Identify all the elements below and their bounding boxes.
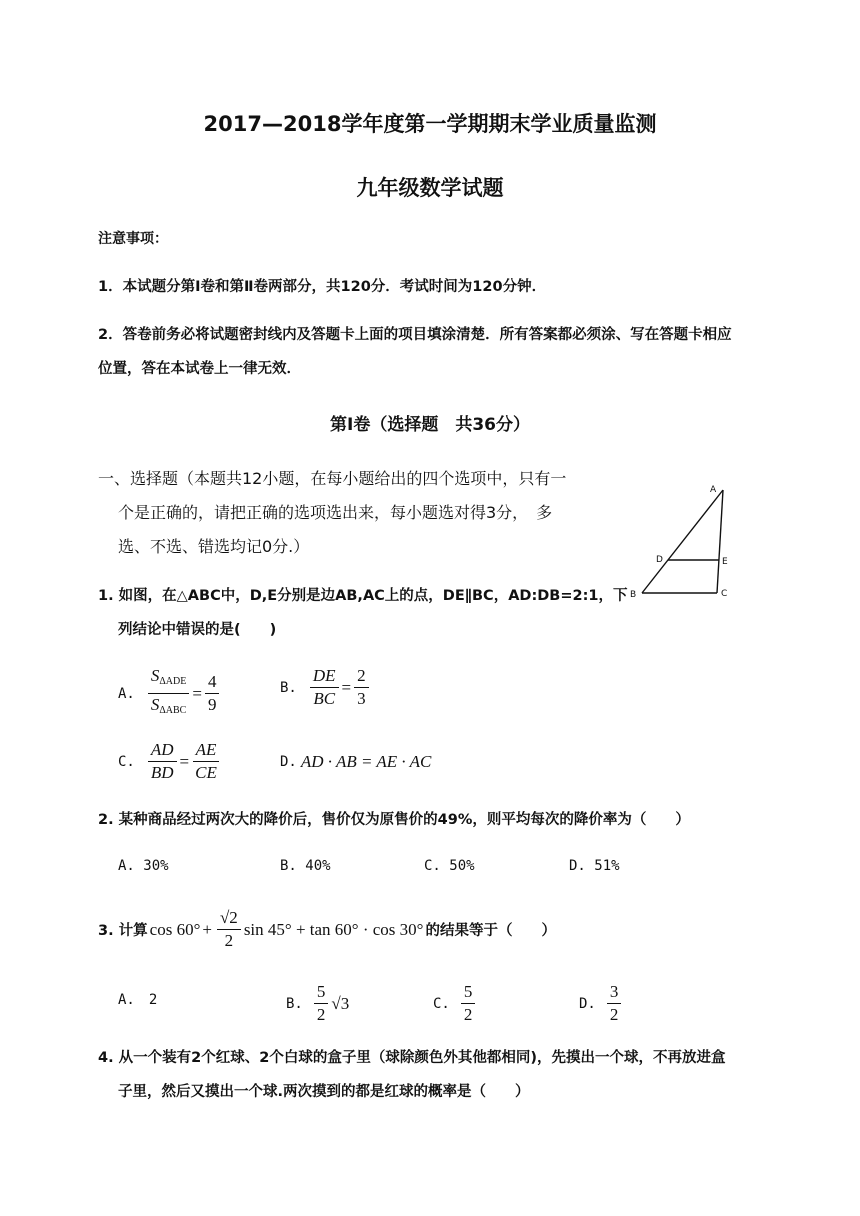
label-d: D [656, 555, 663, 565]
part1-title: 第Ⅰ卷（选择题 共36分） [330, 415, 530, 435]
exam-title: 2017—2018学年度第一学期期末学业质量监测 [203, 112, 657, 136]
q1-option-c [118, 740, 223, 783]
q1-option-c-label: C. [118, 753, 135, 770]
q1-option-d-label: D. [280, 754, 297, 770]
q1-c-den: BD [150, 763, 174, 782]
q1-stem-line-1: 1. 如图，在△ABC中，D,E分别是边AB,AC上的点，DE∥BC，AD:DB=2:1，下 [98, 588, 628, 604]
q3-option-c-label: C. [433, 995, 450, 1012]
label-e: E [722, 557, 728, 567]
q1-a-den-sub: ΔABC [159, 705, 187, 716]
q2-option-a: A. 30% [118, 858, 169, 874]
q1-a-right-fraction [205, 672, 220, 715]
q1-a-equals: = [192, 683, 202, 703]
notice-item-1: 1．本试题分第Ⅰ卷和第Ⅱ卷两部分，共120分．考试时间为120分钟． [98, 279, 547, 295]
label-c: C [721, 589, 728, 599]
q3-c-fraction [461, 982, 476, 1025]
q1-option-a-label: A. [118, 685, 135, 702]
q4-line-1: 4. 从一个装有2个红球、2个白球的盒子里（球除颜色外其他都相同)，先摸出一个球，不再放进盒 [98, 1050, 726, 1066]
q3-option-a-value: 2 [148, 992, 158, 1008]
q1-a-right-den: 9 [207, 695, 217, 714]
q3-d-num: 3 [607, 982, 622, 1004]
q1-a-den: S [150, 695, 160, 714]
q3-option-d-label: D. [579, 995, 596, 1012]
q3-option-b [286, 982, 349, 1025]
section1-line-3: 选、不选、错选均记0分.） [118, 537, 310, 556]
q1-stem-line-2: 列结论中错误的是( ) [118, 622, 277, 638]
triangle-figure [622, 478, 742, 604]
q3-option-c [433, 982, 478, 1025]
q2-option-d: D. 51% [569, 858, 620, 874]
side-ac [717, 490, 723, 593]
label-a: A [710, 485, 717, 495]
q3-suffix: 的结果等于（ ） [425, 923, 556, 939]
q1-a-num-sub: ΔADE [159, 676, 187, 687]
q1-c-num: AD [148, 740, 177, 762]
q1-b-den: BC [313, 689, 336, 708]
q1-b-right-fraction [354, 666, 369, 709]
q3-b-fraction [314, 982, 329, 1025]
q1-option-b-label: B. [280, 679, 297, 696]
q3-b-den: 2 [316, 1005, 326, 1024]
q1-option-d [280, 752, 431, 772]
q1-c-left-fraction [148, 740, 177, 783]
q1-b-right-num: 2 [354, 666, 369, 688]
q3-cos60: cos 60° [149, 919, 201, 939]
q2-option-c: C. 50% [424, 858, 475, 874]
q1-c-right-num: AE [193, 740, 220, 762]
q3-sqrt2-over-2 [217, 908, 241, 951]
q3-trig-expression: sin 45° + tan 60° · cos 30° [243, 919, 424, 939]
q3-c-den: 2 [463, 1005, 473, 1024]
q1-option-a [118, 666, 222, 721]
section1-line-2: 个是正确的，请把正确的选项选出来，每小题选对得3分， 多 [118, 503, 553, 522]
q2-stem: 2. 某种商品经过两次大的降价后，售价仅为原售价的49%，则平均每次的降价率为（ ） [98, 812, 690, 828]
q3-stem [98, 908, 556, 951]
q3-frac-den: 2 [224, 931, 234, 950]
q3-d-den: 2 [609, 1005, 619, 1024]
q1-b-num: DE [310, 666, 339, 688]
q1-a-left-fraction [148, 666, 190, 721]
q1-b-right-den: 3 [357, 689, 366, 708]
q1-b-left-fraction [310, 666, 339, 709]
q1-c-right-fraction [192, 740, 220, 783]
q1-a-right-num: 4 [205, 672, 220, 694]
q3-plus: + [202, 919, 212, 939]
q4-line-2: 子里，然后又摸出一个球.两次摸到的都是红球的概率是（ ） [118, 1084, 530, 1100]
q3-d-fraction [607, 982, 622, 1025]
section1-line-1: 一、选择题（本题共12小题，在每小题给出的四个选项中，只有一 [98, 469, 567, 488]
side-ab [642, 490, 723, 593]
notice-item-2-line-1: 2．答卷前务必将试题密封线内及答题卡上面的项目填涂清楚．所有答案都必须涂、写在答题卡相应 [98, 327, 732, 343]
q3-prefix: 3. 计算 [98, 923, 148, 939]
q1-c-right-den: CE [195, 763, 217, 782]
q3-b-sqrt3: √3 [331, 993, 350, 1013]
q3-frac-num: √2 [217, 908, 241, 930]
notice-item-2-line-2: 位置，答在本试卷上一律无效． [98, 361, 301, 377]
q1-a-num: S [150, 666, 160, 685]
q1-d-expression: AD · AB = AE · AC [300, 752, 432, 771]
q2-option-b: B. 40% [280, 858, 331, 874]
q1-b-equals: = [341, 677, 352, 697]
q3-option-d [579, 982, 624, 1025]
exam-subtitle: 九年级数学试题 [356, 176, 504, 200]
q3-option-b-label: B. [286, 995, 303, 1012]
q3-option-a [118, 992, 157, 1008]
q1-option-b [280, 666, 372, 709]
q3-option-a-label: A. [118, 992, 135, 1008]
label-b: B [630, 590, 637, 600]
q1-c-equals: = [179, 751, 190, 771]
q3-b-num: 5 [314, 982, 329, 1004]
notice-label: 注意事项： [98, 231, 168, 247]
q3-c-num: 5 [461, 982, 476, 1004]
